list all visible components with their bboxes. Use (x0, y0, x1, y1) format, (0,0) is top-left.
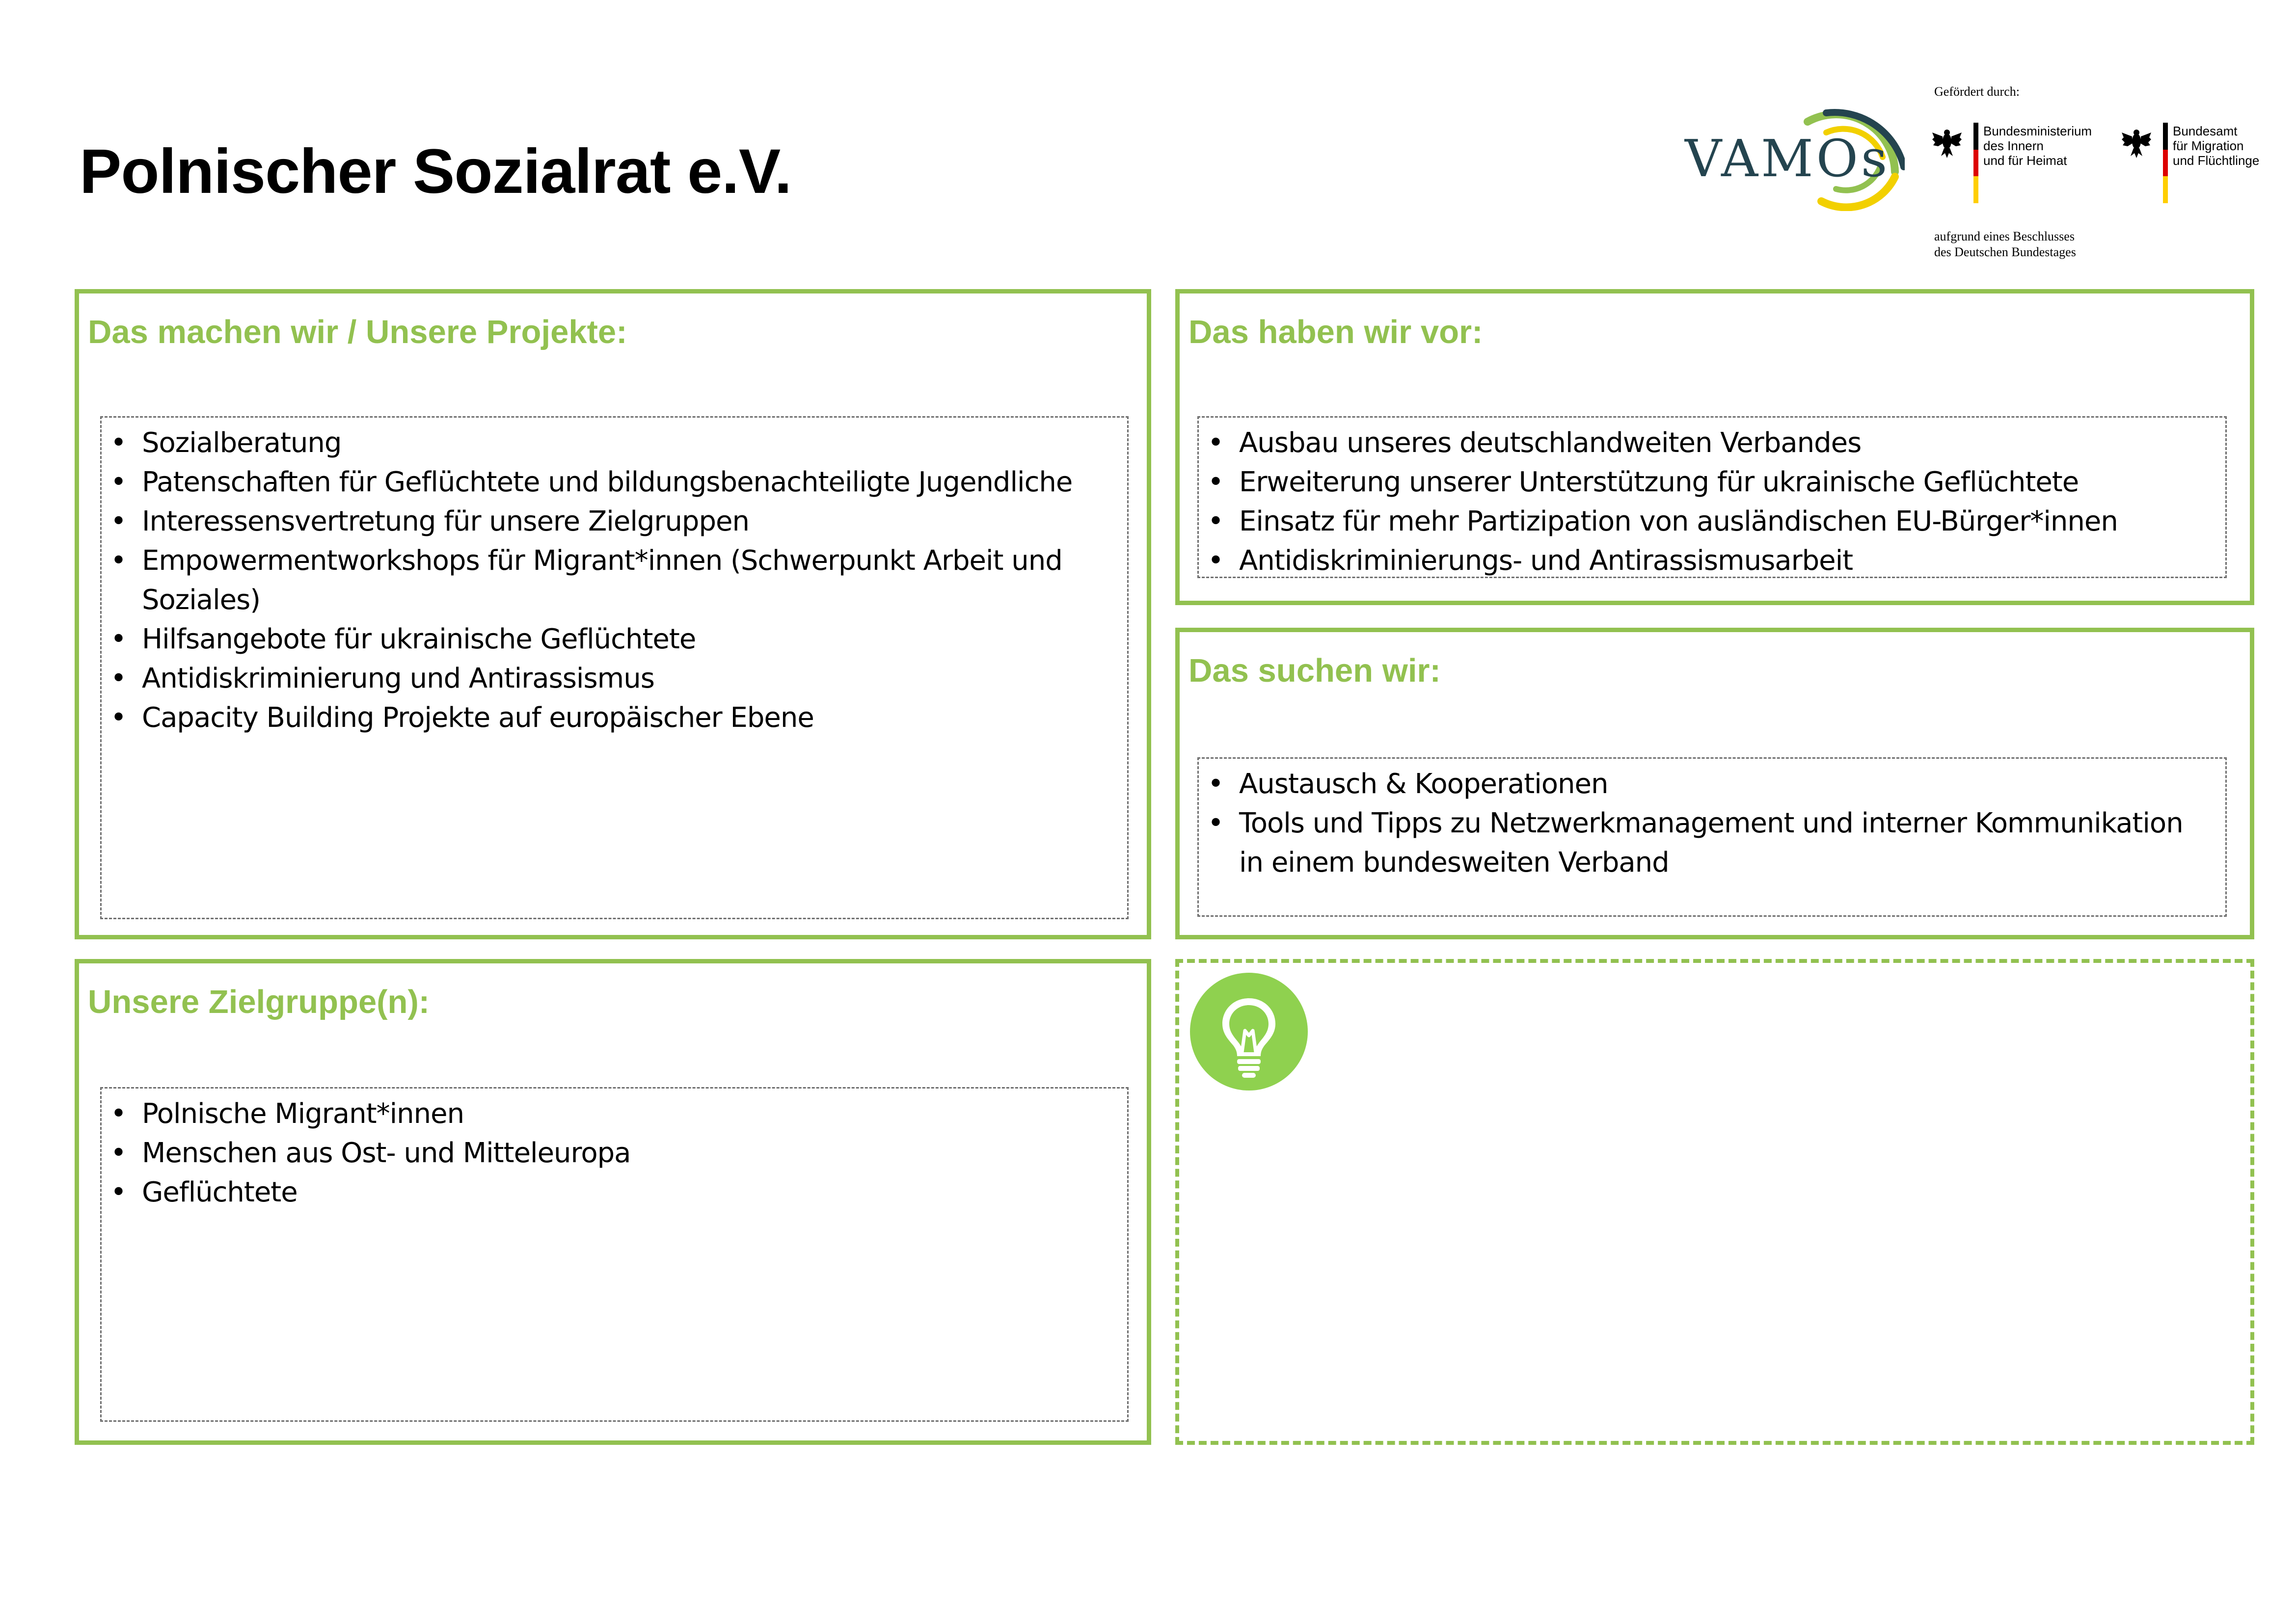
list-item: • Hilfsangebote für ukrainische Geflüchtete (102, 620, 1127, 659)
list-item: • Patenschaften für Geflüchtete und bildungsbenachteiligte Jugendliche (102, 463, 1127, 502)
seeking-card (1175, 628, 2254, 939)
list-item: • Menschen aus Ost- und Mitteleuropa (102, 1134, 1127, 1173)
list-item: • Capacity Building Projekte auf europäischer Ebene (102, 698, 1127, 738)
list-item: • Tools und Tipps zu Netzwerkmanagement und interner Kommunikation in einem bundesweiten Verband (1199, 804, 2225, 882)
list-item: • Antidiskriminierungs- und Antirassismusarbeit (1199, 541, 2225, 581)
seeking-text-box[interactable] (1197, 757, 2227, 917)
plans-list (1199, 424, 2225, 581)
list-item: • Einsatz für mehr Partizipation von ausländischen EU-Bürger*innen (1199, 502, 2225, 541)
list-item: • Geflüchtete (102, 1173, 1127, 1212)
list-item: • Erweiterung unserer Unterstützung für ukrainische Geflüchtete (1199, 463, 2225, 502)
german-flag-bar (1973, 123, 1978, 203)
list-item: • Polnische Migrant*innen (102, 1094, 1127, 1134)
target-group-text-box[interactable] (100, 1087, 1129, 1422)
projects-card (75, 289, 1151, 939)
german-flag-bar (2163, 123, 2168, 203)
target-group-list (102, 1094, 1127, 1212)
idea-card[interactable] (1175, 959, 2254, 1445)
list-item: • Empowermentworkshops für Migrant*innen (Schwerpunkt Arbeit und Soziales) (102, 541, 1127, 620)
target-group-card (75, 959, 1151, 1445)
funding-label: Gefördert durch: (1934, 84, 2020, 99)
ministry-name-bmi: Bundesministerium des Innern und für Heimat (1983, 124, 2092, 168)
projects-heading: Das machen wir / Unsere Projekte: (88, 314, 627, 350)
page-title: Polnischer Sozialrat e.V. (80, 136, 791, 207)
plans-text-box[interactable] (1197, 416, 2227, 578)
plans-card (1175, 289, 2254, 605)
seeking-heading: Das suchen wir: (1189, 652, 1441, 689)
target-group-heading: Unsere Zielgruppe(n): (88, 984, 430, 1020)
list-item: • Austausch & Kooperationen (1199, 765, 2225, 804)
list-item: • Antidiskriminierung und Antirassismus (102, 659, 1127, 698)
projects-text-box[interactable] (100, 416, 1129, 919)
list-item: • Ausbau unseres deutschlandweiten Verbandes (1199, 424, 2225, 463)
plans-heading: Das haben wir vor: (1189, 314, 1483, 350)
vamos-wordmark: VAMOs (1685, 129, 1891, 188)
list-item: • Interessensvertretung für unsere Zielgruppen (102, 502, 1127, 541)
projects-list (102, 424, 1127, 738)
ministry-name-bamf: Bundesamt für Migration und Flüchtlinge (2173, 124, 2260, 168)
federal-eagle-icon (2121, 127, 2152, 159)
list-item: • Sozialberatung (102, 424, 1127, 463)
federal-eagle-icon (1931, 127, 1963, 159)
bundestag-decision-text: aufgrund eines Beschlusses des Deutschen Bundestages (1934, 229, 2076, 259)
seeking-list (1199, 765, 2225, 882)
lightbulb-icon (1190, 973, 1308, 1091)
